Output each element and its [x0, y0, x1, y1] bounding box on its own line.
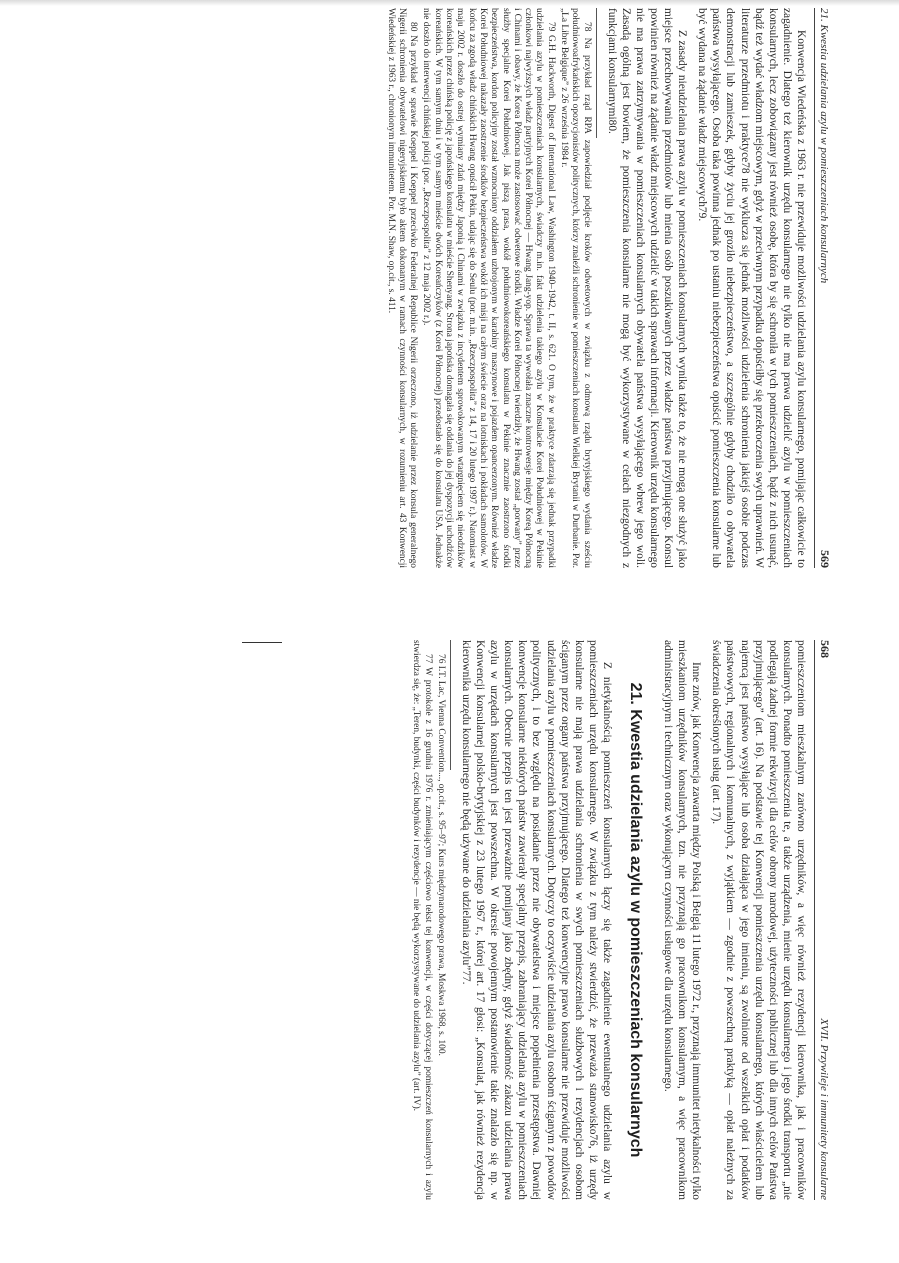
footnote-78: 78 Na przykład rząd RPA zapowiedział podjęcie kroków odwetowych w związku z odmową rządu brytyjskiego wydania sześciu południowoafrykańskich opozycjonistów politycznych, którzy znaleźli schronienie w pomieszczeniach konsulatu Wielkiej Brytanii w Durbanie. Por. „La Libre Belgique” z 26 września 1984 r.: [559, 8, 592, 568]
footnote-77: 77 W protokole z 16 grudnia 1976 r. zmieniającym częściowo tekst tej konwencji, w części dotyczącej pomieszczeń konsularnych i azylu stwierdza się, że: „Teren, budynki, części budynków i rezydencje — nie będą wykorzystywane do udzielania azylu” (art. IV).: [411, 640, 433, 1200]
footnote-80: 80 Na przykład w sprawie Koeppel i Koeppel przeciwko Federalnej Republice Nigerii orzeczono, iż udzielanie przez konsula generalnego Nigerii schronienia obywatelowi nigeryjskiemu było aktem dokonanym w ramach czynności konsularnych, w rozumieniu art. 43 Konwencji Wiedeńskiej z 1963 r., chronionym immunitetem. Por. M.N. Shaw, op.cit., s. 411.: [385, 8, 419, 568]
footnotes: [384, 8, 596, 568]
paragraph: Z zasady nieudzielania prawa azylu w pomieszczeniach konsularnych wynika także to, że nie mogą one służyć jako miejsce przechowywania przedmiotów lub mienia osób poszukiwanych przez władze państwa przyjmującego. Konsul powinien również na żądanie władz miejscowych udzielić w takich sprawach informacji. Kierownik urzędu konsularnego nie ma prawa zatrzymywania w pomieszczeniach konsularnych obywatela państwa wysyłającego wbrew jego woli. Zasadą ogólną jest bowiem, że pomieszczenia konsularne nie mogą być wykorzystywane w celach niezgodnych z funkcjami konsularnymi80.: [605, 8, 689, 568]
running-head-568: [814, 640, 832, 1200]
page-568: [132, 640, 832, 1200]
scan-mark: [242, 642, 282, 643]
running-head-569: [814, 8, 832, 568]
running-head-title: XVII. Przywileje i immunitety konsularne: [818, 1018, 830, 1200]
page-569: [132, 8, 832, 568]
section-heading: 21. Kwestia udzielania azylu w pomieszczeniach konsularnych: [626, 682, 644, 1158]
page-number: 568: [818, 640, 832, 658]
scan-edge-shadow: [0, 0, 899, 6]
paragraph: Konwencja Wiedeńska z 1963 r. nie przewiduje możliwości udzielania azylu konsularnego, pomijając całkowicie to zagadnienie. Dlatego też kierownik urzędu konsularnego nie tylko nie ma prawa udzielić azylu w pomieszczeniach konsularnych, lecz zobowiązany jest również osobę, która by się schroniła w tych pomieszczeniach, bądź z nich usunąć, bądź też wydać władzom miejscowym, gdyż w przeciwnym przypadku dopuściłby się przekroczenia swych uprawnień. W literaturze przedmiotu i praktyce78 nie wyklucza się jednak możliwości udzielenia schronienia jakiejś osobie podczas demonstracji lub zamieszek, gdyby życiu jej groziło niebezpieczeństwo, a szczególnie gdyby chodziło o obywatela państwa wysyłającego. Osoba taka powinna jednak po ustaniu niebezpieczeństwa opuścić pomieszczenia konsularne lub być wydana na żądanie władz miejscowych79.: [696, 8, 807, 568]
footnote-76: 76 I.T. Lac, Vienna Convention..., op.cit., s. 95–97; Kurs międzynarodowego prawa, Moskwa 1968, s. 100.: [435, 654, 446, 1056]
paragraph: Z nietykalnością pomieszczeń konsularnych łączy się także zagadnienie ewentualnego udzielania azylu w pomieszczeniach urzędu konsularnego. W związku z tym należy stwierdzić, że przeważa stanowisko76, iż urzędy konsularne nie mają prawa udzielania schronienia w swych pomieszczeniach służbowych i rezydencjach osobom ściganym przez organy państwa przyjmującego. Dlatego też konwencyjne prawo konsularne nie przewiduje możliwości udzielania azylu w pomieszczeniach konsularnych. Dotyczy to oczywiście udzielania azylu osobom ściganym z powodów politycznych, i to bez względu na posiadanie przez nie obywatelstwa i miejsce popełnienia przestępstwa. Dawniej konwencje konsularne niektórych państw zawierały specjalny przepis, zabraniający udzielania azylu w pomieszczeniach konsularnych. Obecnie przepis ten jest przeważnie pomijany jako zbędny, gdyż świadomość zakazu udzielania prawa azylu w urzędach konsularnych jest powszechna. W okresie powojennym postanowienie takie znalazło się np. w Konwencji konsularnej polsko-brytyjskiej z 23 lutego 1967 r., której art. 17 głosi: „Konsulat, jak również rezydencja kierownika urzędu konsularnego nie będą używane do udzielania azylu”77.: [460, 640, 613, 1200]
footnote-rule: [450, 640, 451, 770]
running-head-title: 21. Kwestia udzielania azylu w pomieszczeniach konsularnych: [818, 8, 830, 284]
footnote-rule: [596, 8, 597, 138]
page-number: 569: [818, 550, 832, 568]
footnote-79: 79 G.H. Hackworth, Digest of International Law, Washington 1940–1942, t. II, s. 621. O tym, że w praktyce zdarzają się jednak przypadki udzielania azylu w pomieszczeniach konsularnych, świadczy m.in. fakt udzielenia takiego azylu w Konsulacie Korei Południowej w Pekinie członkowi najwyższych władz partyjnych Korei Północnej — Hwang Jang-yop. Sprawa ta wywołała znaczne kontrowersje między Koreą Północną i Chinami i obawy, że Korea Północna może zastosować odwetowe środki. Władze Korei Północnej twierdziły, że Hwang został „porwany” przez służby specjalne Korei Południowej. Jak piszą prasa, wokół południowokoreańskiego konsulatu w Pekinie znacznie zaostrzono środki bezpieczeństwa, kordon policyjny został wzmocniony oddziałem uzbrojonym w karabiny maszynowe i pojazdem opancerzonym. Również władze Korei Południowej nakazały zaostrzenie środków bezpieczeństwa wokół ich misji na całym świecie oraz na lotniskach i pokładach samolotów. W końcu za zgodą władz chińskich Hwang opuścił Pekin, udając się do Seulu (por. m.in. „Rzeczpospolita” z 14, 17 i 20 lutego 1997 r.). Natomiast w maju 2002 r. doszło do ostrej wymiany zdań między Japonią i Chinami w związku z incydentem sprowokowanym wtargnięciem się nieodzików koreańskich przez chińską policję z japońskiego konsulatu w mieście Shenyang. Strona japońska domagała się oddania do jej dyspozycji uchodźców koreańskich. W tym samym dniu i w tym samym mieście dwóch Koreańczyków (z Korei Północnej) przedostało się do konsulatu USA. Jednakże nie doszło do interwencji chińskiej policji (por. „Rzeczpospolita” z 12 maja 2002 r.).: [421, 8, 556, 568]
paragraph: Inne znów, jak Konwencja zawarta między Polską i Belgią 11 lutego 1972 r., przyznają immunitet nietykalności tylko mieszkaniom urzędników konsularnych, tzn. nie przyznają go pracownikom konsularnym, a więc pracownikom administracyjnym i technicznym oraz wykonującym czynności usługowe dla urzędu konsularnego.: [662, 640, 703, 1200]
paragraph: pomieszczeniom mieszkalnym zarówno urzędników, a więc również rezydencji kierownika, jak i pracowników konsularnych. Ponadto pomieszczenia te, a także urządzenia, mienie urzędu konsularnego i jego środki transportu „nie podlegają żadnej formie rekwizycji dla celów obrony narodowej, użyteczności publicznej lub dla innych celów Państwa przyjmującego” (art. 16). Na podstawie tej Konwencji pomieszczenia urzędu konsularnego, których właścicielem lub najemcą jest państwo wysyłające lub osoba działająca w jego imieniu, są zwolnione od wszelkich opłat i podatków państwowych, regionalnych i komunalnych, z wyjątkiem — zgodnie z powszechną praktyką — opłat należnych za świadczenia określonych usług (art. 17).: [710, 640, 807, 1200]
footnotes: [410, 640, 451, 1200]
